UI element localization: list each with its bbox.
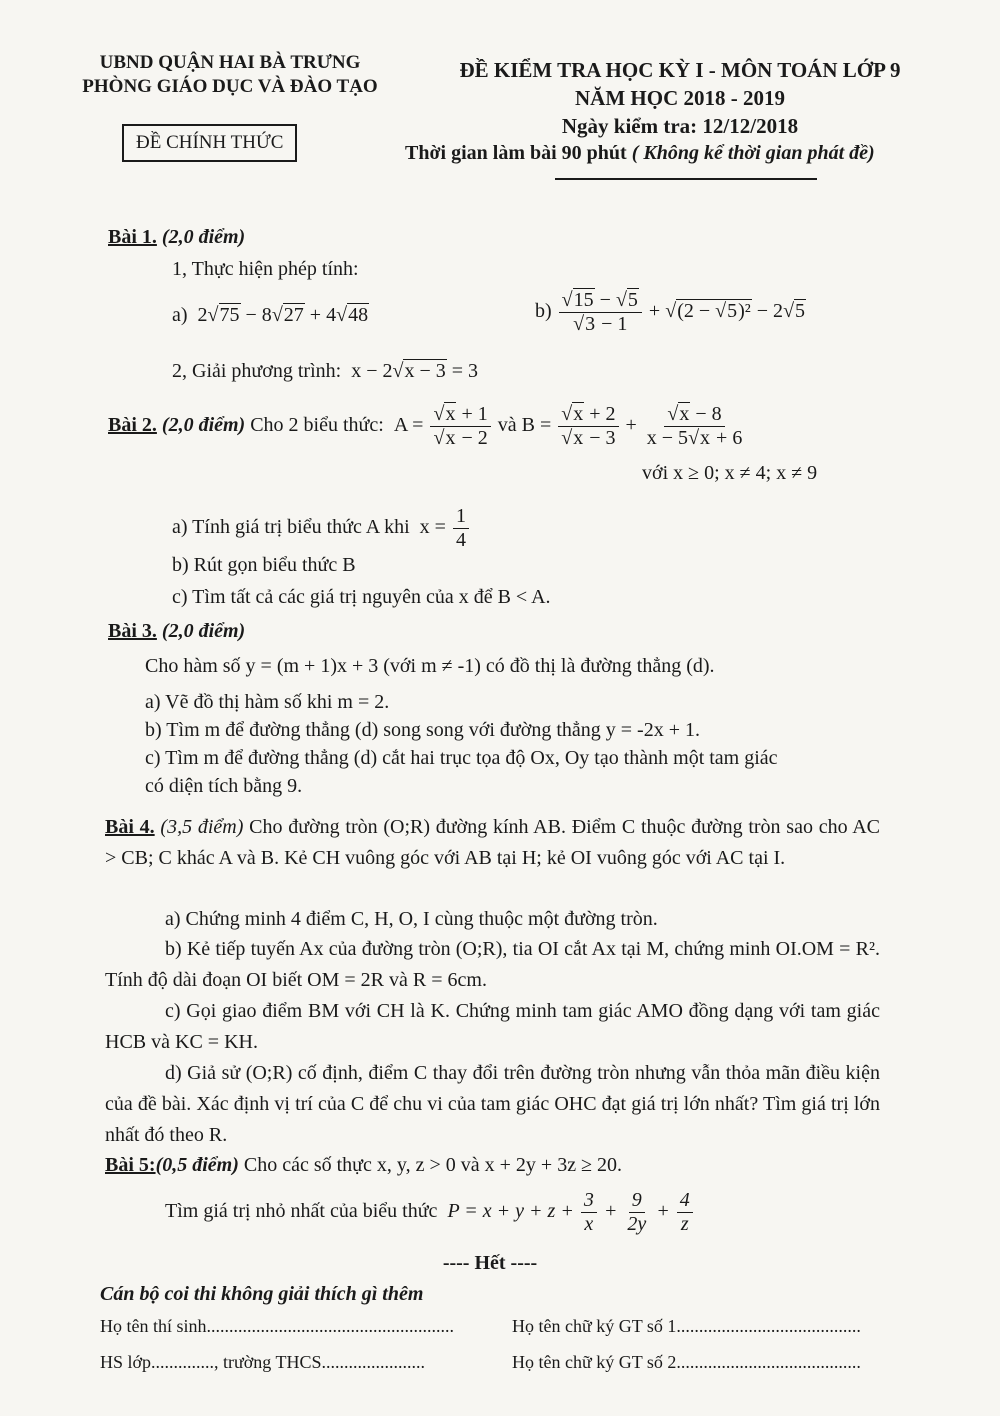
bai1-a-expr: 2√ 75 − 8√ 27 + 4√ 48 bbox=[193, 303, 370, 326]
bai1-part1: 1, Thực hiện phép tính: bbox=[172, 258, 359, 280]
bai1-b-rest: + √ (2 − √ 5)² − 2√ 5 bbox=[649, 299, 806, 322]
bai1-a-label: a) bbox=[172, 304, 188, 326]
bai3-c-line1: c) Tìm m để đường thẳng (d) cắt hai trục tọa độ Ox, Oy tạo thành một tam giác bbox=[145, 747, 778, 769]
bai1-b bbox=[535, 290, 806, 335]
bai5-expression: P = x + y + z + $\frac{3}{x}$ + $\frac{9}{2y}$ + $\frac{4}{z}$ bbox=[442, 1200, 694, 1222]
bai2-a-text: a) Tính giá trị biểu thức A khi bbox=[172, 516, 410, 539]
bai5-title: Bài 5: bbox=[105, 1154, 156, 1176]
bai2-a-value: x = $\frac{1}{4}$ bbox=[415, 516, 471, 538]
bai2-points: (2,0 điểm) bbox=[161, 414, 246, 437]
bai3-c-line2: có diện tích bằng 9. bbox=[145, 775, 303, 797]
header-divider bbox=[555, 178, 817, 180]
bai2-expr-b: B = √ x + 2 √ x − 3 + √ $\frac{x - 8}{x - 5√ x + 6}$ bbox=[522, 414, 748, 436]
bai2-with: với bbox=[642, 462, 669, 484]
bai2-intro: Cho 2 biểu thức: bbox=[250, 414, 384, 437]
bai1-part2 bbox=[172, 360, 478, 383]
official-label: ĐỀ CHÍNH THỨC bbox=[122, 124, 297, 162]
bai5-intro: Cho các số thực x, y, z > 0 và x + 2y + 3z ≥ 20. bbox=[243, 1154, 623, 1176]
end-marker: ---- Hết ---- bbox=[442, 1252, 538, 1274]
supervisor-1-field: Họ tên chữ ký GT số 1......................................... bbox=[512, 1316, 861, 1336]
candidate-name-field: Họ tên thí sinh....................................................... bbox=[100, 1316, 454, 1336]
bai3-intro: Cho hàm số y = (m + 1)x + 3 (với m ≠ -1) có đồ thị là đường thẳng (d). bbox=[145, 655, 715, 677]
exam-title: ĐỀ KIỂM TRA HỌC KỲ I - MÔN TOÁN LỚP 9 bbox=[459, 58, 901, 82]
bai1-equation: x − 2√ x − 3 = 3 bbox=[346, 359, 478, 382]
bai2-title: Bài 2. bbox=[108, 414, 157, 437]
class-school-field: HS lớp.............., trường THCS....................... bbox=[100, 1352, 425, 1372]
school-year: NĂM HỌC 2018 - 2019 bbox=[575, 86, 785, 110]
bai5-points: (0,5 điểm) bbox=[155, 1154, 239, 1176]
bai3-title: Bài 3. bbox=[108, 620, 157, 642]
bai1-part2-label: 2, Giải phương trình: bbox=[172, 360, 342, 382]
bai4-a: a) Chứng minh 4 điểm C, H, O, I cùng thuộc một đường tròn. bbox=[165, 908, 658, 930]
bai2-b: b) Rút gọn biểu thức B bbox=[172, 554, 356, 576]
bai2-condition-line bbox=[642, 462, 817, 485]
bai4-intro-para bbox=[105, 812, 880, 874]
exam-duration bbox=[405, 142, 875, 165]
bai2-condition: x ≥ 0; x ≠ 4; x ≠ 9 bbox=[673, 462, 818, 484]
bai5-heading bbox=[105, 1154, 622, 1177]
duration-note: ( Không kể thời gian phát đề) bbox=[631, 142, 875, 164]
bai2-heading bbox=[108, 404, 747, 449]
bai1-b-fraction: √ 15 − √ 5 √ 3 − 1 bbox=[559, 290, 642, 335]
bai4-points: (3,5 điểm) bbox=[160, 816, 244, 838]
bai1-points: (2,0 điểm) bbox=[161, 226, 246, 248]
duration-text: Thời gian làm bài 90 phút bbox=[405, 142, 627, 164]
bai1-heading bbox=[108, 226, 245, 249]
proctor-note: Cán bộ coi thi không giải thích gì thêm bbox=[100, 1283, 424, 1305]
bai3-a: a) Vẽ đồ thị hàm số khi m = 2. bbox=[145, 691, 390, 713]
bai1-a bbox=[172, 304, 369, 327]
bai4-c: c) Gọi giao điểm BM với CH là K. Chứng minh tam giác AMO đồng dạng với tam giác HCB và KC = KH. bbox=[105, 1000, 880, 1053]
org-line-1: UBND QUẬN HAI BÀ TRƯNG bbox=[99, 52, 361, 73]
bai5-task bbox=[165, 1190, 695, 1235]
bai4-d: d) Giả sử (O;R) cố định, điểm C thay đổi trên đường tròn nhưng vẫn thỏa mãn điều kiện của đề bài. Xác định vị trí của C để chu vi của tam giác OHC đạt giá trị lớn nhất? Tìm giá trị lớn nhất đó theo R. bbox=[105, 1062, 880, 1146]
exam-date: Ngày kiểm tra: 12/12/2018 bbox=[561, 114, 799, 138]
bai4-intro: Cho đường tròn (O;R) đường kính AB. Điểm C thuộc đường tròn sao cho AC > CB; C khác A và B. Kẻ CH vuông góc với AB tại H; kẻ OI vuông góc với AC tại I. bbox=[105, 816, 881, 869]
bai1-b-label: b) bbox=[535, 300, 552, 323]
bai4-title: Bài 4. bbox=[105, 816, 155, 838]
bai2-a bbox=[172, 506, 471, 551]
bai3-b: b) Tìm m để đường thẳng (d) song song với đường thẳng y = -2x + 1. bbox=[145, 719, 700, 741]
bai3-points: (2,0 điểm) bbox=[161, 620, 246, 642]
bai2-expr-a: A = √ x + 1 √ x − 2 bbox=[389, 414, 498, 436]
bai5-task-text: Tìm giá trị nhỏ nhất của biểu thức bbox=[165, 1200, 438, 1223]
bai2-and: và bbox=[497, 414, 517, 437]
bai1-title: Bài 1. bbox=[108, 226, 157, 248]
bai4-b: b) Kẻ tiếp tuyến Ax của đường tròn (O;R), tia OI cắt Ax tại M, chứng minh OI.OM = R². Tính độ dài đoạn OI biết OM = 2R và R = 6cm. bbox=[105, 938, 880, 991]
org-line-2: PHÒNG GIÁO DỤC VÀ ĐÀO TẠO bbox=[82, 76, 378, 97]
bai3-heading bbox=[108, 620, 245, 643]
bai2-c: c) Tìm tất cả các giá trị nguyên của x để B < A. bbox=[172, 586, 551, 608]
supervisor-2-field: Họ tên chữ ký GT số 2......................................... bbox=[512, 1352, 861, 1372]
